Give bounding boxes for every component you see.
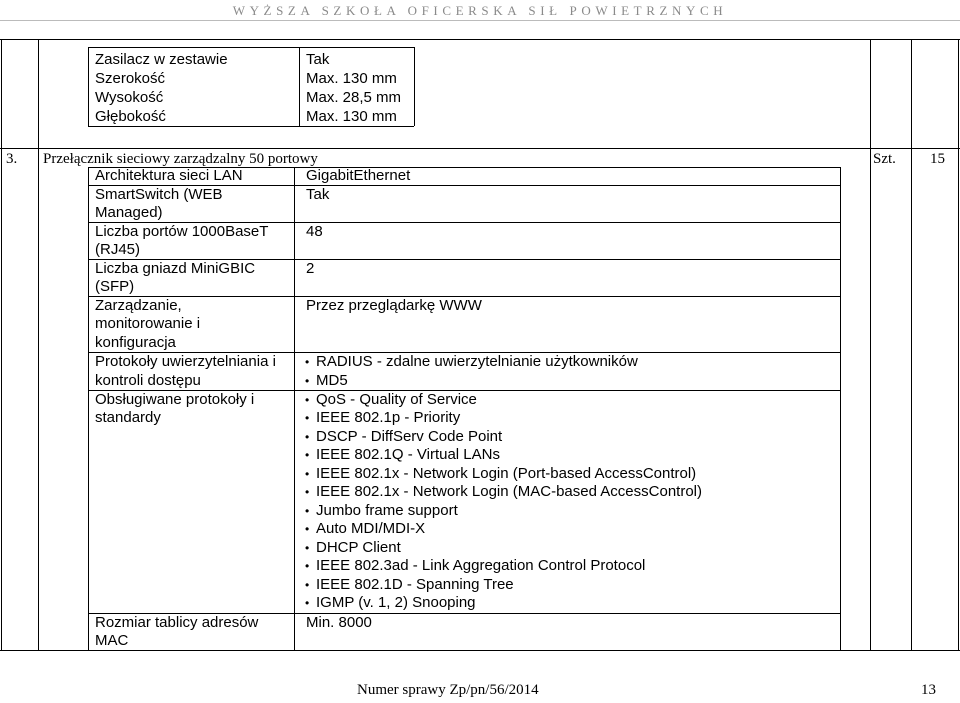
row-divider [0, 148, 960, 149]
psu-table-left [88, 47, 89, 126]
psu-label-height: Wysokość [95, 89, 164, 106]
spec-value-minigbic: 2 [306, 260, 315, 277]
spec-table-middle [294, 167, 295, 650]
psu-table-middle [299, 47, 300, 126]
protocol-list-item: • DHCP Client [316, 539, 401, 558]
spec-value-mac-table: Min. 8000 [306, 614, 372, 631]
spec-label-management-2: monitorowanie i [95, 315, 201, 332]
spec-label-smartswitch: SmartSwitch (WEB [95, 186, 223, 203]
item-qty: 15 [930, 151, 945, 167]
protocol-list-item: • DSCP - DiffServ Code Point [316, 428, 502, 447]
spec-value-architecture: GigabitEthernet [306, 167, 411, 184]
spec-label-mac-table-2: MAC [95, 632, 129, 649]
psu-label-depth: Głębokość [95, 108, 166, 125]
auth-list-item: • RADIUS - zdalne uwierzytelnianie użytkowników [316, 353, 638, 372]
spec-label-management: Zarządzanie, [95, 297, 182, 314]
spec-label-mac-table: Rozmiar tablicy adresów [95, 614, 259, 631]
protocol-list-item: • IEEE 802.3ad - Link Aggregation Control Protocol [316, 557, 645, 576]
psu-label-power-supply: Zasilacz w zestawie [95, 51, 228, 68]
spec-label-ports: Liczba portów 1000BaseT [95, 223, 269, 240]
spec-value-ports: 48 [306, 223, 323, 240]
psu-value-height: Max. 28,5 mm [306, 89, 402, 106]
spec-label-architecture: Architektura sieci LAN [95, 167, 243, 184]
protocol-list-item: • IEEE 802.1D - Spanning Tree [316, 576, 514, 595]
spec-value-smartswitch: Tak [306, 186, 330, 203]
item-title: Przełącznik sieciowy zarządzalny 50 portowy [43, 151, 318, 167]
protocol-list-item: • IEEE 802.1p - Priority [316, 409, 460, 428]
protocol-list-item: • IGMP (v. 1, 2) Snooping [316, 594, 476, 613]
spec-label-minigbic-2: (SFP) [95, 278, 135, 295]
auth-list-item: • MD5 [316, 372, 348, 391]
psu-table-top [88, 47, 414, 48]
protocol-list-item: • IEEE 802.1Q - Virtual LANs [316, 446, 500, 465]
table-left-border [1, 39, 2, 650]
document-header: WYŻSZA SZKOŁA OFICERSKA SIŁ POWIETRZNYCH [232, 3, 728, 18]
psu-value-depth: Max. 130 mm [306, 108, 397, 125]
table-bottom-border [0, 650, 960, 651]
spec-label-minigbic: Liczba gniazd MiniGBIC [95, 260, 256, 277]
col-divider-number [38, 39, 39, 650]
psu-table-right [414, 47, 415, 126]
spec-label-smartswitch-2: Managed) [95, 204, 163, 221]
protocol-list-item: • Auto MDI/MDI-X [316, 520, 425, 539]
footer-page-number: 13 [921, 682, 936, 698]
spec-label-management-3: konfiguracja [95, 334, 176, 351]
header-underline [0, 20, 960, 21]
psu-value-power-supply: Tak [306, 51, 330, 68]
col-divider-unit [870, 39, 871, 650]
spec-label-ports-2: (RJ45) [95, 241, 141, 258]
footer-case-number: Numer sprawy Zp/pn/56/2014 [357, 682, 539, 698]
protocol-list-item: • IEEE 802.1x - Network Login (MAC-based AccessControl) [316, 483, 702, 502]
table-top-border [0, 39, 960, 40]
protocol-list-item: • Jumbo frame support [316, 502, 458, 521]
spec-label-auth-2: kontroli dostępu [95, 372, 201, 389]
spec-value-management: Przez przeglądarkę WWW [306, 297, 482, 314]
item-number: 3. [6, 151, 18, 167]
spec-label-auth: Protokoły uwierzytelniania i [95, 353, 276, 370]
protocol-list-item: • IEEE 802.1x - Network Login (Port-based AccessControl) [316, 465, 696, 484]
table-right-border [958, 39, 959, 650]
col-divider-qty [911, 39, 912, 650]
psu-label-width: Szerokość [95, 70, 166, 87]
protocol-list-item: • QoS - Quality of Service [316, 391, 477, 410]
spec-table-left [88, 167, 89, 650]
spec-label-protocols: Obsługiwane protokoły i [95, 391, 255, 408]
item-unit: Szt. [873, 151, 896, 167]
spec-table-right [840, 167, 841, 650]
psu-value-width: Max. 130 mm [306, 70, 397, 87]
spec-label-protocols-2: standardy [95, 409, 161, 426]
